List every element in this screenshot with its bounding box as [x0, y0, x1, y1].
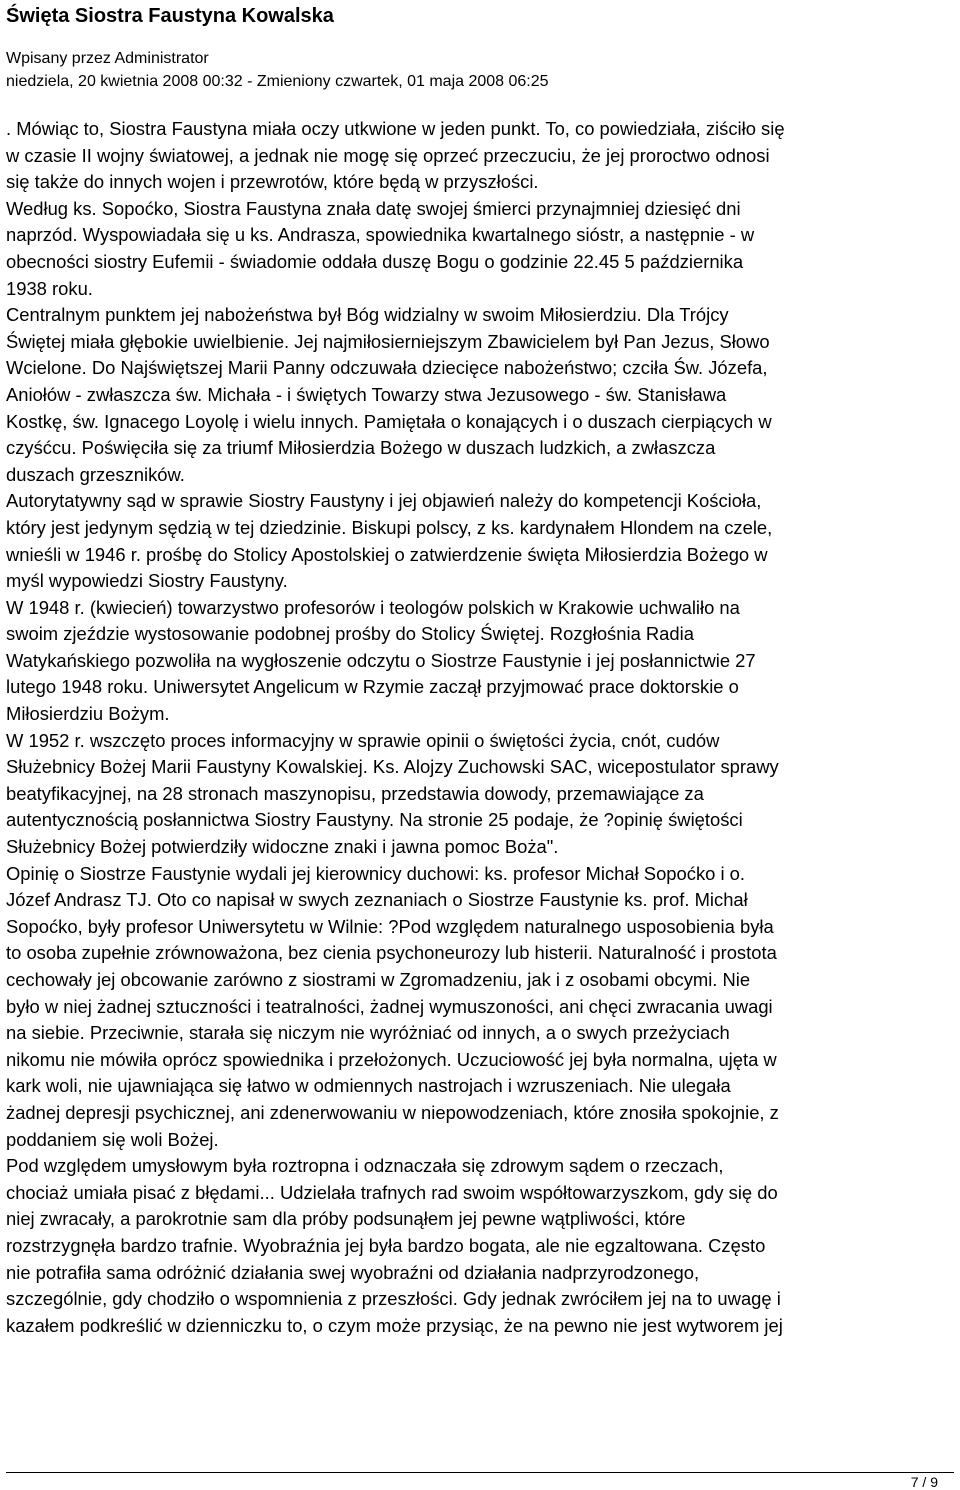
paragraph: Centralnym punktem jej nabożeństwa był Bóg widzialny w swoim Miłosierdziu. Dla Trójcy Świętej miała głębokie uwielbienie. Jej najmiłosierniejszym Zbawicielem był Pan Jezus, Słowo Wcielone. Do Najświętszej Marii Panny odczuwała dziecięce nabożeństwo; czciła Św. Józefa, Aniołów - zwłaszcza św. Michała - i świętych Towarzy stwa Jezusowego - św. Stanisława Kostkę, św. Ignacego Loyolę i wielu innych. Pamiętała o konających i o duszach cierpiących w czyśćcu. Poświęciła się za triumf Miłosierdzia Bożego w duszach ludzkich, a zwłaszcza duszach grzeszników.	[6, 304, 772, 485]
paragraph: Autorytatywny sąd w sprawie Siostry Faustyny i jej objawień należy do kompetencji Kościoła, który jest jedynym sędzią w tej dziedzinie. Biskupi polscy, z ks. kardynałem Hlondem na czele, wnieśli w 1946 r. prośbę do Stolicy Apostolskiej o zatwierdzenie święta Miłosierdzia Bożego w myśl wypowiedzi Siostry Faustyny.	[6, 490, 773, 592]
article-title: Święta Siostra Faustyna Kowalska	[6, 5, 334, 27]
paragraph: Według ks. Sopoćko, Siostra Faustyna znała datę swojej śmierci przynajmniej dziesięć dni naprzód. Wyspowiadała się u ks. Andrasza, spowiednika kwartalnego sióstr, a następnie - w obecności siostry Eufemii - świadomie oddała duszę Bogu o godzinie 22.45 5 października 1938 roku.	[6, 197, 755, 299]
paragraph: W 1948 r. (kwiecień) towarzystwo profesorów i teologów polskich w Krakowie uchwaliło na swoim zjeździe wystosowanie podobnej prośby do Stolicy Świętej. Rozgłośnia Radia Watykańskiego pozwoliła na wygłoszenie odczytu o Siostrze Faustynie i jej posłannictwie 27 lutego 1948 roku. Uniwersytet Angelicum w Rzymie zaczął przyjmować prace doktorskie o Miłosierdziu Bożym.	[6, 596, 756, 725]
paragraph: Pod względem umysłowym była roztropna i odznaczała się zdrowym sądem o rzeczach, chociaż umiała pisać z błędami... Udzielała trafnych rad swoim współtowarzyszkom, gdy się do niej zwracały, a parokrotnie sam dla próby podsunąłem jej pewne wątpliwości, które rozstrzygnęła bardzo trafnie. Wyobraźnia jej była bardzo bogata, ale nie egzaltowana. Często nie potrafiła sama odróżnić działania swej wyobraźni od działania nadprzyrodzonego, szczególnie, gdy chodziło o wspomnienia z przeszłości. Gdy jednak zwróciłem jej na to uwagę i kazałem podkreślić w dzienniczku to, o czym może przysiąc, że na pewno nie jest wytworem jej	[6, 1155, 783, 1336]
page-number: 7 / 9	[910, 1474, 938, 1490]
article-meta	[6, 47, 549, 93]
article-author: Wpisany przez Administrator	[6, 50, 209, 67]
footer-divider	[6, 1472, 954, 1473]
paragraph: . Mówiąc to, Siostra Faustyna miała oczy utkwione w jeden punkt. To, co powiedziała, ziściło się w czasie II wojny światowej, a jednak nie mogę się oprzeć przeczuciu, że jej proroctwo odnosi się także do innych wojen i przewrotów, które będą w przyszłości.	[6, 118, 785, 193]
paragraph: W 1952 r. wszczęto proces informacyjny w sprawie opinii o świętości życia, cnót, cudów Służebnicy Bożej Marii Faustyny Kowalskiej. Ks. Alojzy Zuchowski SAC, wicepostulator sprawy beatyfikacyjnej, na 28 stronach maszynopisu, przedstawia dowody, przemawiające za autentycznością posłannictwa Siostry Faustyny. Na stronie 25 podaje, że ?opinię świętości Służebnicy Bożej potwierdziły widoczne znaki i jawna pomoc Boża".	[6, 729, 779, 858]
article-body	[6, 116, 952, 1339]
paragraph: Opinię o Siostrze Faustynie wydali jej kierownicy duchowi: ks. profesor Michał Sopoćko i o. Józef Andrasz TJ. Oto co napisał w swych zeznaniach o Siostrze Faustynie ks. prof. Michał Sopoćko, były profesor Uniwersytetu w Wilnie: ?Pod względem naturalnego usposobienia była to osoba zupełnie zrównoważona, bez cienia psychoneurozy lub histerii. Naturalność i prostota cechowały jej obcowanie zarówno z siostrami w Zgromadzeniu, jak i z osobami obcymi. Nie było w niej żadnej sztuczności i teatralności, żadnej wymuszoności, ani chęci zwracania uwagi na siebie. Przeciwnie, starała się niczym nie wyróżniać od innych, a o swych przeżyciach nikomu nie mówiła oprócz spowiednika i przełożonych. Uczuciowość jej była normalna, ujęta w kark woli, nie ujawniająca się łatwo w odmiennych nastrojach i wzruszeniach. Nie ulegała żadnej depresji psychicznej, ani zdenerwowaniu w niepowodzeniach, które znosiła spokojnie, z poddaniem się woli Bożej.	[6, 862, 779, 1150]
article-dates: niedziela, 20 kwietnia 2008 00:32 - Zmieniony czwartek, 01 maja 2008 06:25	[6, 73, 549, 90]
